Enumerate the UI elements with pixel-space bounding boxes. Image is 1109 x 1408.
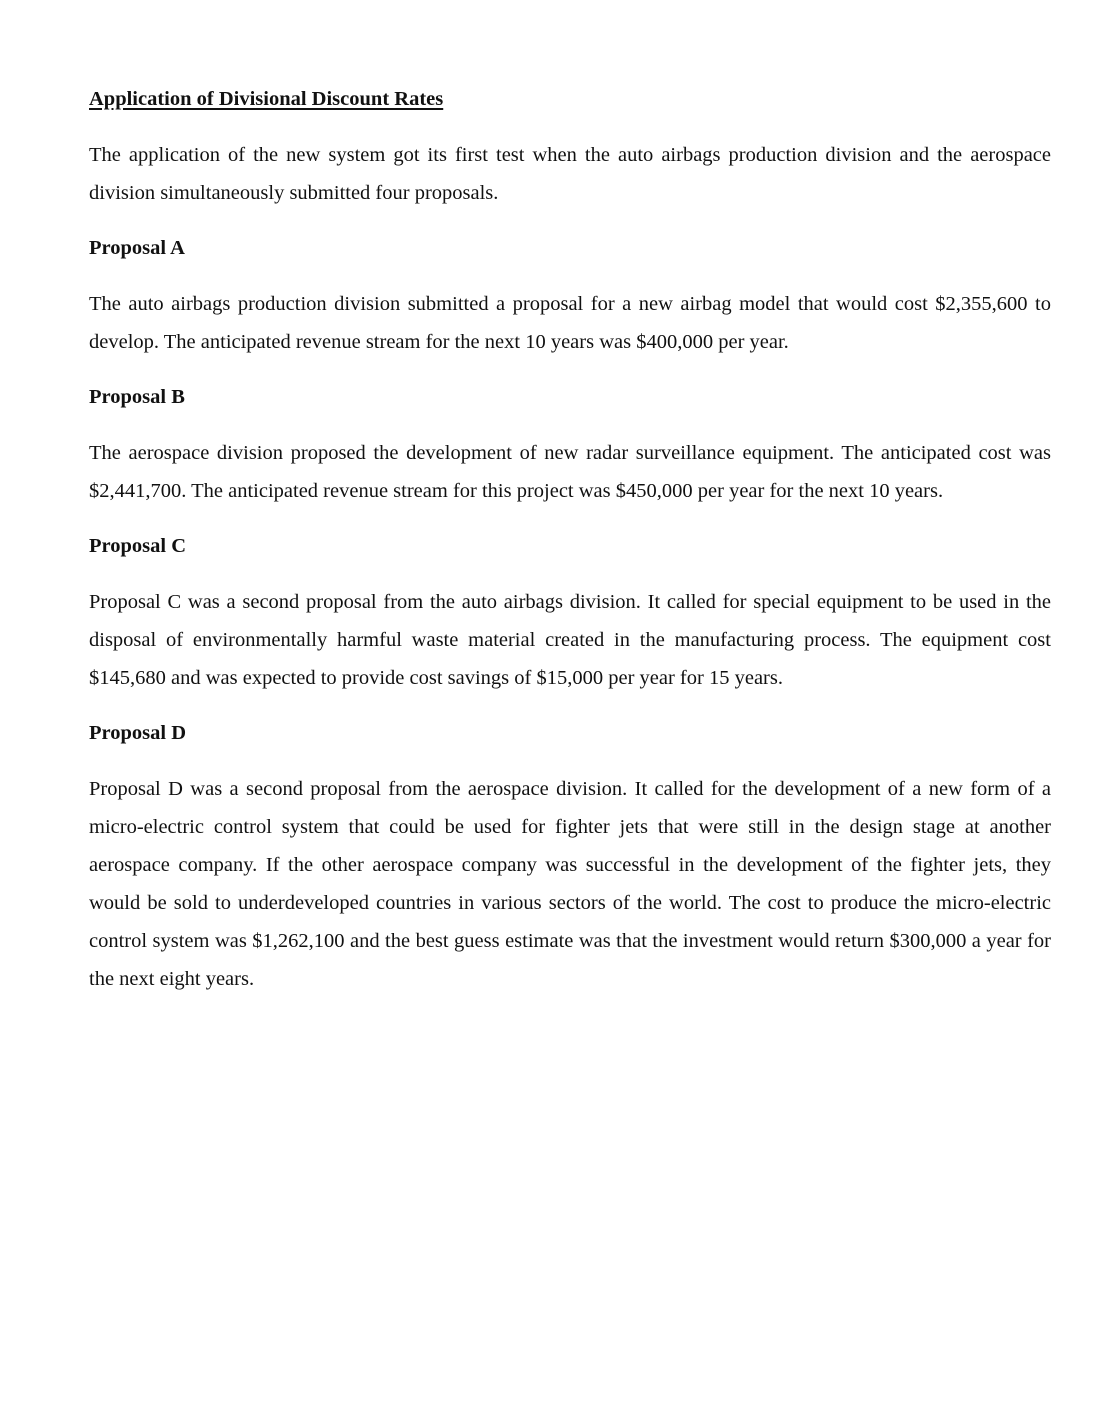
page-title: Application of Divisional Discount Rates: [89, 88, 444, 110]
proposal-b-heading: Proposal B: [89, 386, 185, 408]
proposal-a-text: The auto airbags production division submitted a proposal for a new airbag model that would cost $2,355,600 to develop. The anticipated revenue stream for the next 10 years was $400,000 per year.: [89, 293, 1051, 353]
intro-paragraph: The application of the new system got its first test when the auto airbags production division and the aerospace division simultaneously submitted four proposals.: [89, 144, 1051, 204]
proposal-d: [89, 718, 1051, 998]
proposal-d-heading: Proposal D: [89, 722, 187, 744]
proposal-b-text: The aerospace division proposed the development of new radar surveillance equipment. The anticipated cost was $2,441,700. The anticipated revenue stream for this project was $450,000 per year for the next 10 years.: [89, 442, 1051, 502]
document-page: [89, 84, 1051, 998]
proposal-d-text: Proposal D was a second proposal from the aerospace division. It called for the development of a new form of a micro-electric control system that could be used for fighter jets that were still in the design stage at another aerospace company. If the other aerospace company was successful in the development of the fighter jets, they would be sold to underdeveloped countries in various sectors of the world. The cost to produce the micro-electric control system was $1,262,100 and the best guess estimate was that the investment would return $300,000 a year for the next eight years.: [89, 778, 1051, 990]
proposal-c-heading: Proposal C: [89, 535, 187, 557]
proposal-a: [89, 233, 1051, 361]
proposal-a-heading: Proposal A: [89, 237, 185, 259]
proposal-c: [89, 531, 1051, 697]
proposal-c-text: Proposal C was a second proposal from the auto airbags division. It called for special equipment to be used in the disposal of environmentally harmful waste material created in the manufacturing process. The equipment cost $145,680 and was expected to provide cost savings of $15,000 per year for 15 years.: [89, 591, 1051, 689]
proposal-b: [89, 382, 1051, 510]
